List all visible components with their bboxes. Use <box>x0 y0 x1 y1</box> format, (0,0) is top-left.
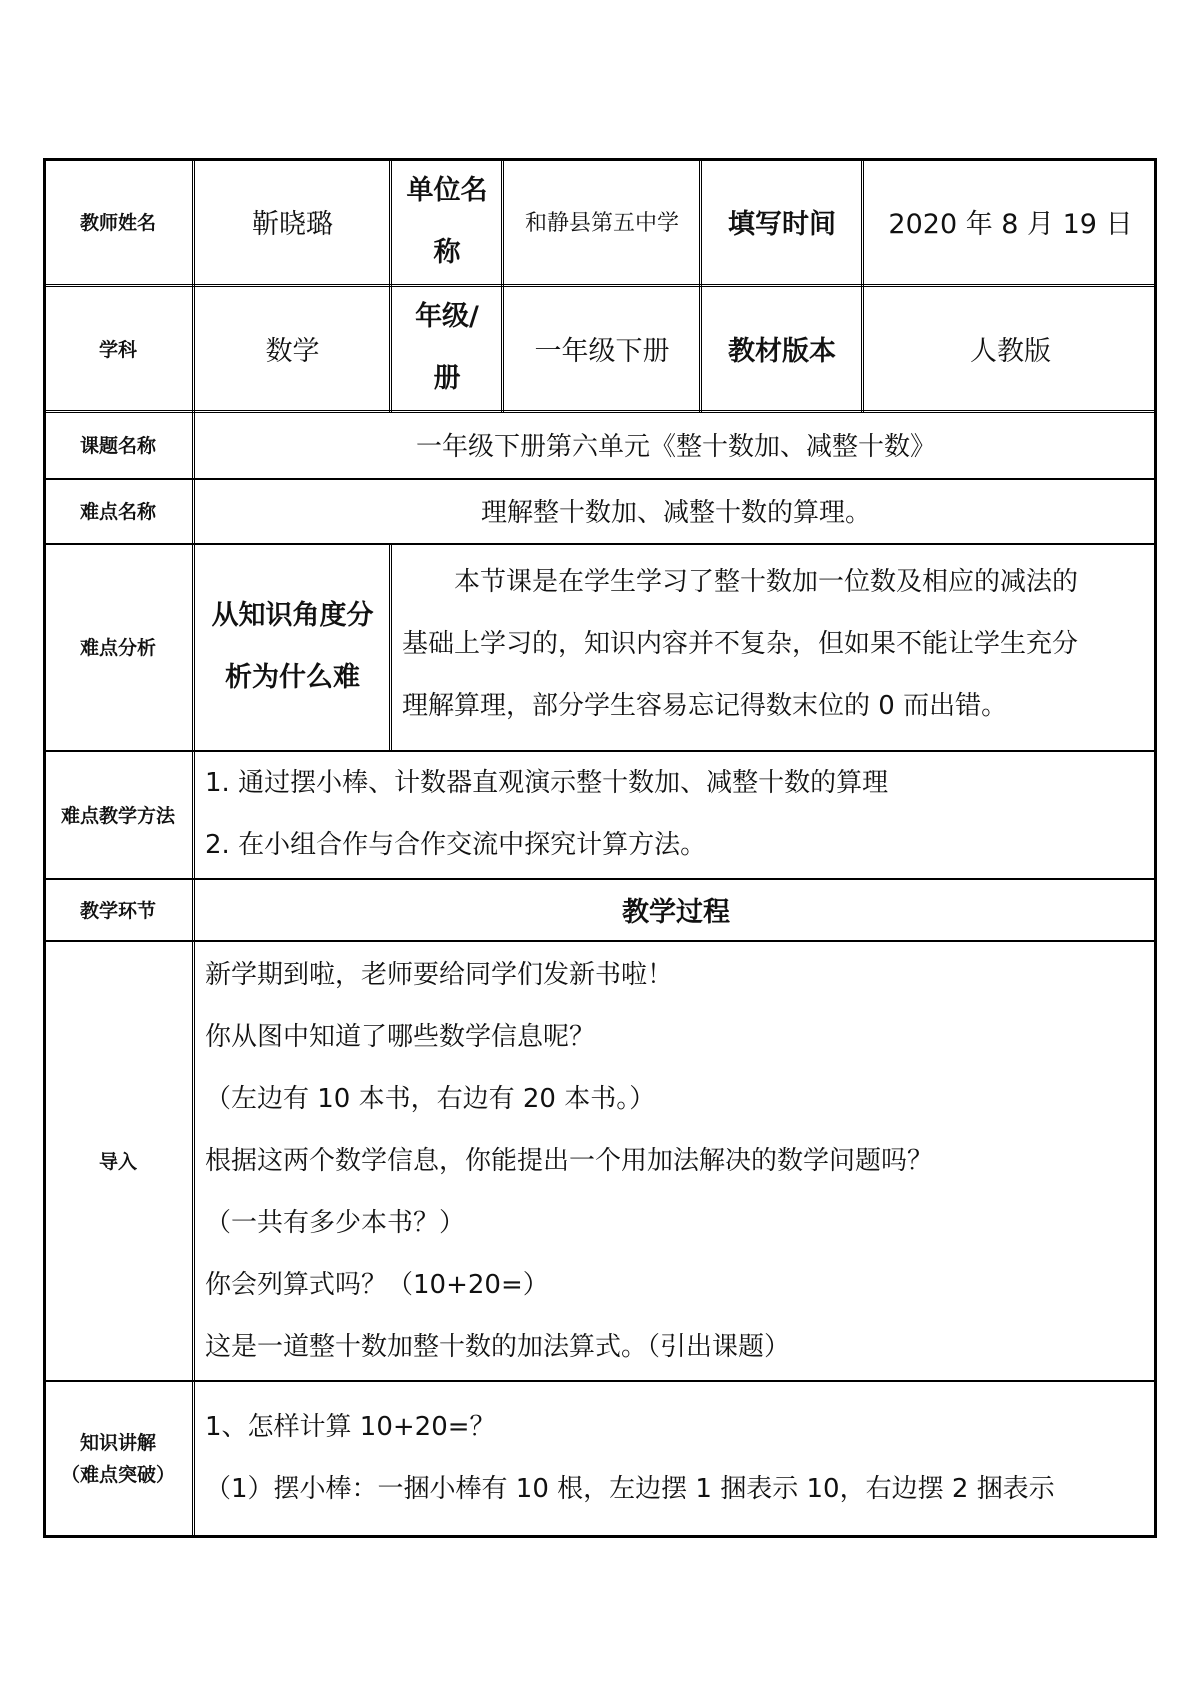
analysis-text <box>392 551 1157 737</box>
topic-label: 课题名称 <box>79 435 156 457</box>
row-divider <box>43 940 1157 942</box>
knowledge-label <box>43 1380 193 1538</box>
intro-label: 导入 <box>98 1150 137 1173</box>
analysis-line: 基础上学习的，知识内容并不复杂，但如果不能让学生充分 <box>402 629 1079 659</box>
analysis-line: 理解算理，部分学生容易忘记得数末位的 0 而出错。 <box>402 691 1008 721</box>
stage-label: 教学环节 <box>79 899 156 922</box>
knowledge-line: （1）摆小棒：一捆小棒有 10 根，左边摆 1 捆表示 10，右边摆 2 捆表示 <box>205 1474 1055 1504</box>
subject-label: 学科 <box>98 338 137 361</box>
process-header: 教学过程 <box>622 896 730 928</box>
method-label: 难点教学方法 <box>60 804 175 827</box>
intro-line: 你从图中知道了哪些数学信息呢？ <box>205 1022 596 1052</box>
date-value: 2020 年 8 月 19 日 <box>888 209 1133 240</box>
knowledge-label-line2: （难点突破） <box>60 1464 175 1486</box>
intro-line: 新学期到啦，老师要给同学们发新书啦！ <box>205 960 674 990</box>
textbook-label: 教材版本 <box>728 335 836 367</box>
analysis-line: 本节课是在学生学习了整十数加一位数及相应的减法的 <box>454 567 1079 597</box>
date-label: 填写时间 <box>728 209 836 240</box>
intro-line: 这是一道整十数加整十数的加法算式。（引出课题） <box>205 1332 791 1362</box>
knowledge-label-line1: 知识讲解 <box>79 1432 156 1454</box>
knowledge-line: 1、怎样计算 10+20=？ <box>205 1412 496 1442</box>
difficulty-label: 难点名称 <box>79 501 156 523</box>
topic-value: 一年级下册第六单元《整十数加、减整十数》 <box>415 432 936 462</box>
analysis-label: 难点分析 <box>79 637 156 659</box>
intro-line: （一共有多少本书？） <box>205 1208 466 1238</box>
analysis-subheader: 从知识角度分析为什么难 <box>211 599 374 693</box>
knowledge-text <box>195 1396 1157 1520</box>
textbook-value: 人教版 <box>970 335 1051 367</box>
grade-value: 一年级下册 <box>534 335 670 367</box>
method-line: 1. 通过摆小棒、计数器直观演示整十数加、减整十数的算理 <box>205 768 889 798</box>
intro-line: 根据这两个数学信息，你能提出一个用加法解决的数学问题吗？ <box>205 1146 934 1176</box>
teacher-label: 教师姓名 <box>79 212 156 234</box>
intro-line: （左边有 10 本书，右边有 20 本书。） <box>205 1084 656 1114</box>
teacher-name: 靳晓璐 <box>252 209 333 240</box>
difficulty-value: 理解整十数加、减整十数的算理。 <box>480 498 871 528</box>
intro-line: 你会列算式吗？（10+20=） <box>205 1270 549 1300</box>
method-text <box>195 752 1157 876</box>
unit-name: 和静县第五中学 <box>524 211 679 236</box>
grade-label: 年级/册 <box>415 301 479 394</box>
unit-label: 单位名称 <box>406 174 488 268</box>
subject-value: 数学 <box>265 335 320 367</box>
method-line: 2. 在小组合作与合作交流中探究计算方法。 <box>205 830 707 860</box>
intro-text <box>195 944 1157 1378</box>
row-divider <box>43 1380 1157 1382</box>
